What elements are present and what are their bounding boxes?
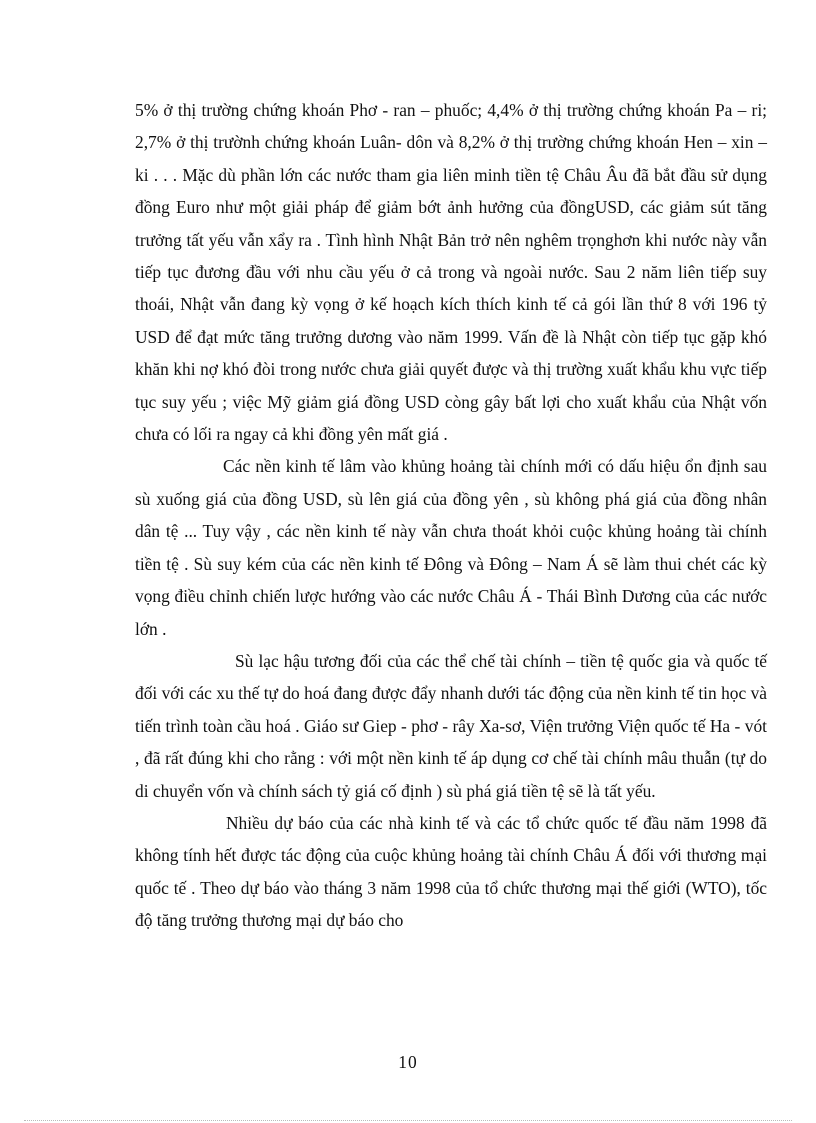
paragraph-3: Sù lạc hậu tương đối của các thể chế tài chính – tiền tệ quốc gia và quốc tế đối với các xu thế tự do hoá đang được đẩy nhanh dưới tác động của nền kinh tế tin học và tiến trình toàn cầu hoá . Giáo sư Giep - phơ - rây Xa-sơ, Viện trưởng Viện quốc tế Ha - vót , đã rất đúng khi cho rằng : với một nền kinh tế áp dụng cơ chế tài chính mâu thuẫn (tự do di chuyển vốn và chính sách tỷ giá cố định ) sù phá giá tiền tệ sẽ là tất yếu. xyxy=(135,650,767,801)
page-number: 10 xyxy=(398,1052,418,1072)
body-text xyxy=(135,94,767,937)
paragraph-1: 5% ở thị trường chứng khoán Phơ - ran – phuốc; 4,4% ở thị trường chứng khoán Pa – ri; 2,7% ở thị trườnh chứng khoán Luân- dôn và 8,2% ở thị trường chứng khoán Hen – xin – ki . . . Mặc dù phần lớn các nước tham gia liên minh tiền tệ Châu Âu đã bắt đầu sử dụng đồng Euro như một giải pháp để giảm bớt ảnh hưởng của đồngUSD, các giảm sút tăng trưởng tất yếu vẫn xẩy ra . Tình hình Nhật Bản trở nên nghêm trọnghơn khi nước này vẫn tiếp tục đương đầu với nhu cầu yếu ở cả trong và ngoài nước. Sau 2 năm liên tiếp suy thoái, Nhật vẫn đang kỳ vọng ở kế hoạch kích thích kinh tế cả gói lần thứ 8 với 196 tỷ USD để đạt mức tăng trưởng dương vào năm 1999. Vấn đề là Nhật còn tiếp tục gặp khó khăn khi nợ khó đòi trong nước chưa giải quyết được và thị trường xuất khẩu khu vực tiếp tục suy yếu ; việc Mỹ giảm giá đồng USD còng gây bất lợi cho xuất khẩu của Nhật vốn chưa có lối ra ngay cả khi đồng yên mất giá . xyxy=(135,100,767,445)
paragraph-2: Các nền kinh tế lâm vào khủng hoảng tài chính mới có dấu hiệu ổn định sau sù xuống giá của đồng USD, sù lên giá của đồng yên , sù không phá giá của đồng nhân dân tệ ... Tuy vậy , các nền kinh tế này vẫn chưa thoát khỏi cuộc khủng hoảng tài chính tiền tệ . Sù suy kém của các nền kinh tế Đông và Đông – Nam Á sẽ làm thui chét các kỳ vọng điều chỉnh chiến lược hướng vào các nước Châu Á - Thái Bình Dương của các nước lớn . xyxy=(135,456,767,639)
paragraph-4: Nhiều dự báo của các nhà kinh tế và các tổ chức quốc tế đầu năm 1998 đã không tính hết được tác động của cuộc khủng hoảng tài chính Châu Á đối với thương mại quốc tế . Theo dự báo vào tháng 3 năm 1998 của tổ chức thương mại thế giới (WTO), tốc độ tăng trưởng thương mại dự báo cho xyxy=(135,812,767,931)
page-bottom-divider xyxy=(24,1120,792,1121)
